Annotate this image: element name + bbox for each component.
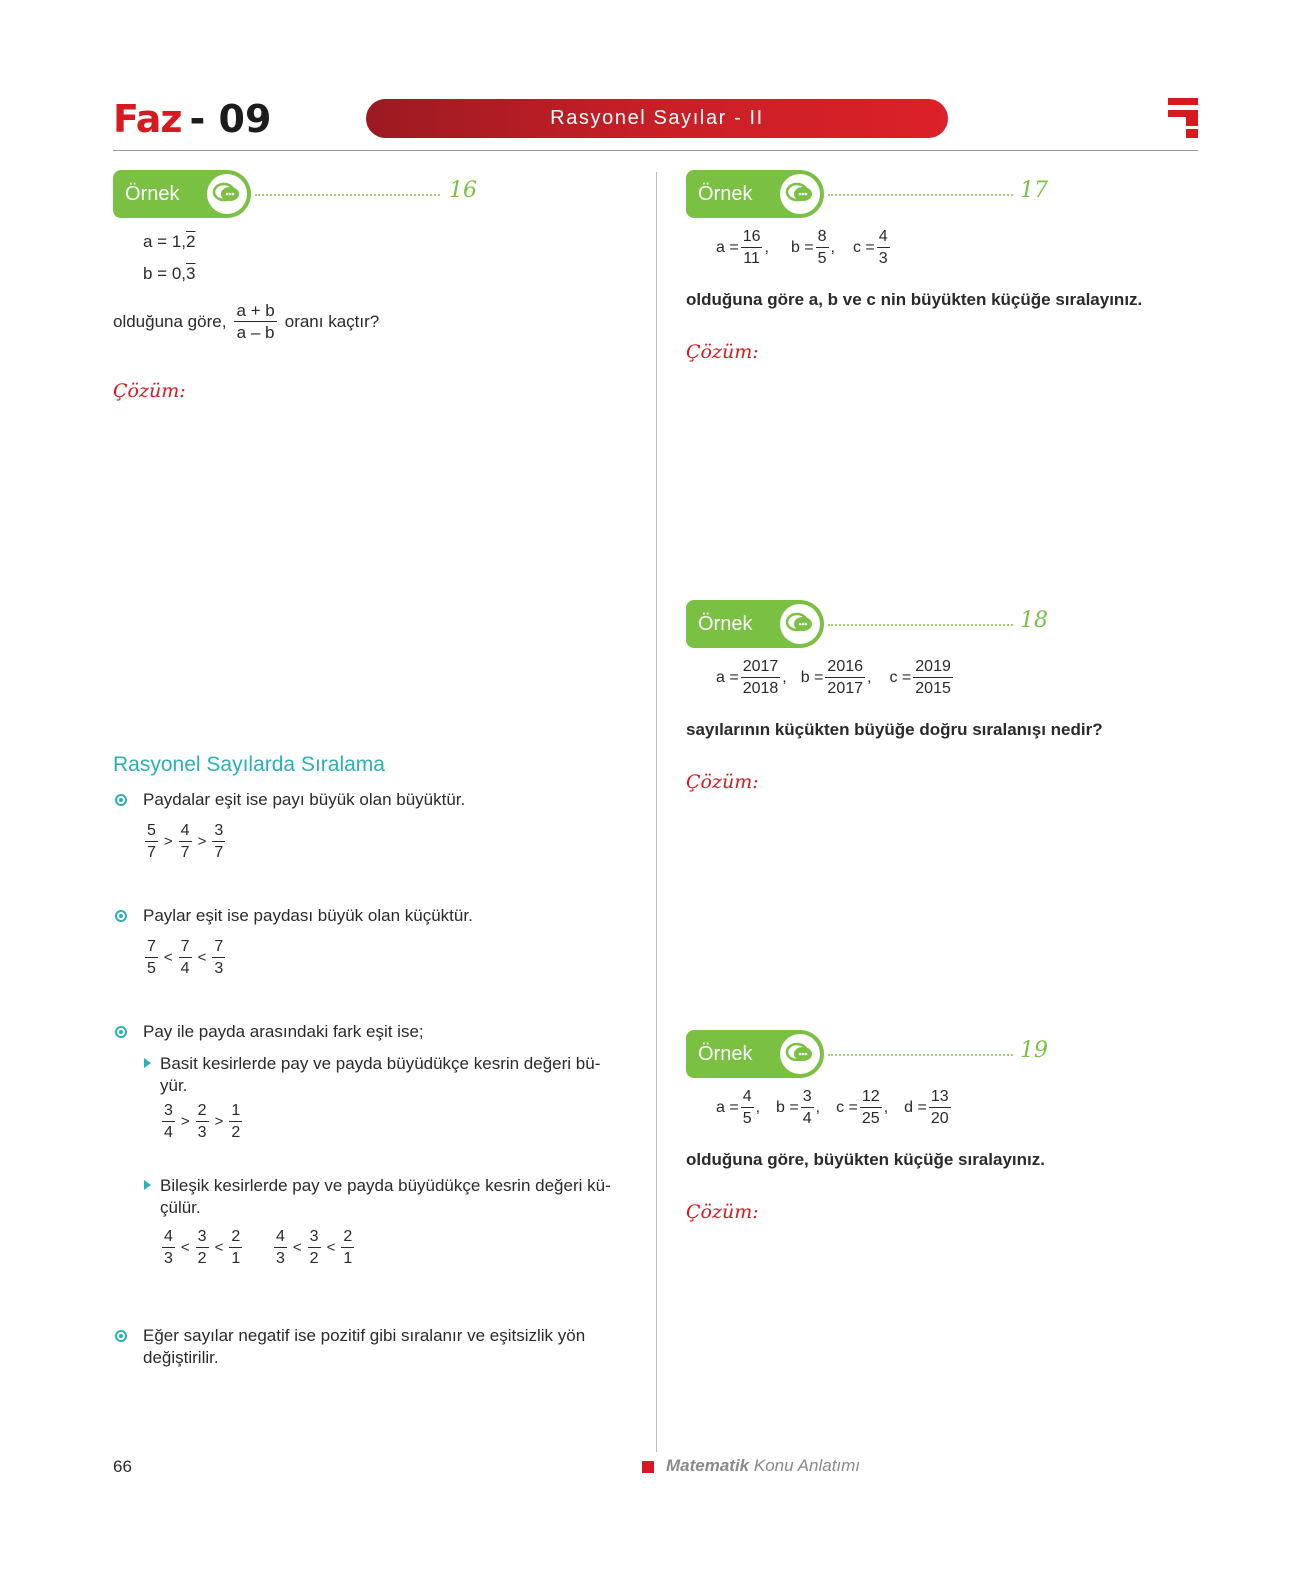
bullet-icon (115, 910, 127, 922)
question-prefix: olduğuna göre, (113, 311, 227, 331)
denominator: 11 (743, 250, 760, 267)
sub-rule-line: Bileşik kesirlerde pay ve payda büyüdükçe kesrin değeri kü- (160, 1176, 611, 1195)
operator: < (214, 1239, 224, 1256)
example-number: 17 (1020, 178, 1048, 203)
rule-example (143, 936, 227, 979)
denominator: 3 (197, 1124, 207, 1141)
fraction (162, 1100, 175, 1143)
denominator: 2015 (915, 680, 951, 697)
question-18: sayılarının küçükten büyüğe doğru sıralanışı nedir? (686, 720, 1103, 739)
badge-label: Örnek (698, 1042, 753, 1065)
speech-bubble-icon (780, 1034, 820, 1074)
logo-text: Faz (113, 97, 182, 141)
fraction (825, 656, 865, 699)
given-values (716, 1086, 953, 1129)
var-label: c = (889, 668, 912, 686)
rule-text: değiştirilir. (143, 1348, 219, 1367)
denominator: 3 (878, 250, 888, 267)
bullet-icon (115, 794, 127, 806)
numerator: 4 (179, 820, 192, 842)
numerator: 2019 (913, 656, 953, 678)
denominator: 2017 (827, 680, 864, 697)
example-badge (686, 600, 824, 648)
sub-rule-line: yür. (160, 1076, 188, 1095)
fraction (196, 1100, 209, 1143)
footer-brand-bold: Matematik (666, 1456, 750, 1475)
speech-bubble-icon (780, 604, 820, 644)
operator: < (292, 1239, 302, 1256)
solution-label: Çözüm: (686, 1201, 759, 1223)
fraction (929, 1086, 951, 1129)
denominator: 7 (147, 844, 156, 861)
solution-label: Çözüm: (686, 771, 759, 793)
denominator: 2018 (742, 680, 779, 697)
badge-label: Örnek (125, 182, 180, 205)
rule-text: Eğer sayılar negatif ise pozitif gibi sıralanır ve eşitsizlik yön (143, 1326, 586, 1345)
denominator: 7 (180, 844, 190, 861)
example-number: 19 (1020, 1038, 1048, 1063)
question-17: olduğuna göre a, b ve c nin büyükten küçüğe sıralayınız. (686, 290, 1143, 309)
numerator: 3 (801, 1086, 814, 1108)
operator: < (180, 1239, 190, 1256)
faz-logo (113, 98, 271, 140)
dotted-line (255, 194, 440, 196)
numerator: 7 (145, 936, 158, 958)
header-divider (113, 150, 1198, 151)
footer-square-icon (642, 1461, 654, 1473)
fraction (308, 1226, 321, 1269)
example-number: 16 (449, 178, 477, 203)
fraction (741, 1086, 754, 1129)
numerator: a + b (236, 301, 275, 320)
fraction (341, 1226, 354, 1269)
section-title: Rasyonel Sayılarda Sıralama (113, 753, 385, 776)
var-label: a = (716, 238, 739, 256)
denominator: 25 (861, 1110, 880, 1127)
denominator: 4 (164, 1124, 173, 1141)
rule-example (160, 1100, 244, 1143)
denominator: 1 (231, 1250, 241, 1267)
fraction (274, 1226, 287, 1269)
given-b-label: b = 0, (143, 264, 187, 283)
denominator: 4 (180, 960, 190, 977)
rule-text: Paylar eşit ise paydası büyük olan küçüktür. (143, 906, 473, 925)
fraction (179, 936, 192, 979)
bullet-icon (115, 1330, 127, 1342)
speech-bubble-icon (207, 174, 247, 214)
var-label: a = (716, 668, 739, 686)
fraction (145, 820, 158, 863)
given-a (143, 232, 195, 252)
sub-rule-line: çülür. (160, 1198, 201, 1217)
ratio-fraction (234, 300, 276, 343)
dotted-line (828, 194, 1013, 196)
example-badge (686, 1030, 824, 1078)
denominator: 4 (802, 1110, 812, 1127)
numerator: 4 (877, 226, 890, 248)
page-number: 66 (113, 1457, 132, 1476)
denominator: 2 (309, 1250, 319, 1267)
rule-example (143, 820, 227, 863)
fraction (860, 1086, 882, 1129)
fraction (229, 1226, 242, 1269)
numerator: 8 (816, 226, 829, 248)
dotted-line (828, 1054, 1013, 1056)
numerator: 16 (741, 226, 763, 248)
denominator: 2 (231, 1124, 241, 1141)
example-number: 18 (1020, 608, 1048, 633)
fraction (145, 936, 158, 979)
fraction (196, 1226, 209, 1269)
numerator: 3 (212, 820, 225, 842)
denominator: 1 (343, 1250, 353, 1267)
var-label: d = (904, 1098, 927, 1116)
question-16 (113, 300, 379, 343)
separator: , (764, 238, 769, 256)
numerator: 3 (196, 1226, 209, 1248)
rule-text: Paydalar eşit ise payı büyük olan büyüktür. (143, 790, 466, 809)
rule-example (272, 1226, 356, 1269)
numerator: 4 (274, 1226, 287, 1248)
numerator: 2 (196, 1100, 209, 1122)
denominator: 3 (276, 1250, 285, 1267)
separator: , (883, 1098, 889, 1116)
numerator: 2 (229, 1226, 242, 1248)
numerator: 3 (308, 1226, 321, 1248)
var-label: b = (776, 1098, 799, 1116)
footer-brand (666, 1456, 860, 1476)
sub-rule-line: Basit kesirlerde pay ve payda büyüdükçe kesrin değeri bü- (160, 1054, 601, 1073)
bullet-icon (115, 1026, 127, 1038)
fraction (877, 226, 890, 269)
var-label: c = (852, 238, 875, 256)
given-a-label: a = 1, (143, 232, 187, 251)
rule-text: Pay ile payda arasındaki fark eşit ise; (143, 1022, 424, 1041)
numerator: 7 (212, 936, 225, 958)
denominator: 5 (147, 960, 156, 977)
denominator: 7 (214, 844, 224, 861)
numerator: 2 (341, 1226, 354, 1248)
fraction (816, 226, 829, 269)
separator: , (755, 1098, 761, 1116)
numerator: 13 (929, 1086, 951, 1108)
column-divider (656, 172, 657, 1452)
denominator: a – b (236, 323, 275, 342)
denominator: 3 (214, 960, 224, 977)
operator: > (180, 1113, 190, 1130)
fraction (801, 1086, 814, 1129)
numerator: 12 (860, 1086, 882, 1108)
fraction (212, 820, 225, 863)
rule-example (160, 1226, 244, 1269)
var-label: a = (716, 1098, 739, 1116)
solution-label: Çözüm: (686, 341, 759, 363)
operator: > (214, 1113, 224, 1130)
given-values (716, 656, 955, 699)
numerator: 2017 (741, 656, 781, 678)
fraction (741, 226, 763, 269)
fraction (741, 656, 781, 699)
operator: < (197, 949, 207, 966)
example-badge (686, 170, 824, 218)
denominator: 5 (742, 1110, 752, 1127)
dotted-line (828, 624, 1013, 626)
numerator: 1 (229, 1100, 242, 1122)
var-label: c = (836, 1098, 858, 1116)
numerator: 5 (145, 820, 158, 842)
sub-bullet-icon (144, 1180, 151, 1190)
numerator: 7 (179, 936, 192, 958)
numerator: 4 (162, 1226, 175, 1248)
separator: , (815, 1098, 821, 1116)
chapter-title: Rasyonel Sayılar - II (366, 99, 948, 138)
given-b (143, 264, 195, 284)
fraction (162, 1226, 175, 1269)
footer-brand-rest: Konu Anlatımı (753, 1456, 861, 1475)
operator: > (197, 833, 207, 850)
denominator: 5 (817, 250, 827, 267)
denominator: 20 (930, 1110, 949, 1127)
var-label: b = (800, 668, 824, 686)
numerator: 2016 (825, 656, 865, 678)
question-suffix: oranı kaçtır? (284, 311, 380, 331)
brand-mark-icon (1168, 98, 1198, 138)
operator: < (326, 1239, 336, 1256)
separator: , (867, 668, 872, 686)
given-values (716, 226, 892, 269)
badge-label: Örnek (698, 182, 753, 205)
operator: < (163, 949, 173, 966)
sub-bullet-icon (144, 1058, 151, 1068)
fraction (913, 656, 953, 699)
example-badge (113, 170, 251, 218)
solution-label: Çözüm: (113, 380, 186, 402)
operator: > (163, 833, 173, 850)
fraction (212, 936, 225, 979)
numerator: 3 (162, 1100, 175, 1122)
fraction (229, 1100, 242, 1143)
var-label: b = (790, 238, 814, 256)
separator: , (782, 668, 787, 686)
logo-number: - 09 (189, 97, 272, 141)
denominator: 2 (197, 1250, 207, 1267)
separator: , (830, 238, 835, 256)
numerator: 4 (741, 1086, 754, 1108)
question-19: olduğuna göre, büyükten küçüğe sıralayınız. (686, 1150, 1045, 1169)
repeating-digit: 3 (186, 264, 196, 283)
denominator: 3 (164, 1250, 173, 1267)
badge-label: Örnek (698, 612, 753, 635)
speech-bubble-icon (780, 174, 820, 214)
fraction (179, 820, 192, 863)
repeating-digit: 2 (186, 232, 196, 251)
